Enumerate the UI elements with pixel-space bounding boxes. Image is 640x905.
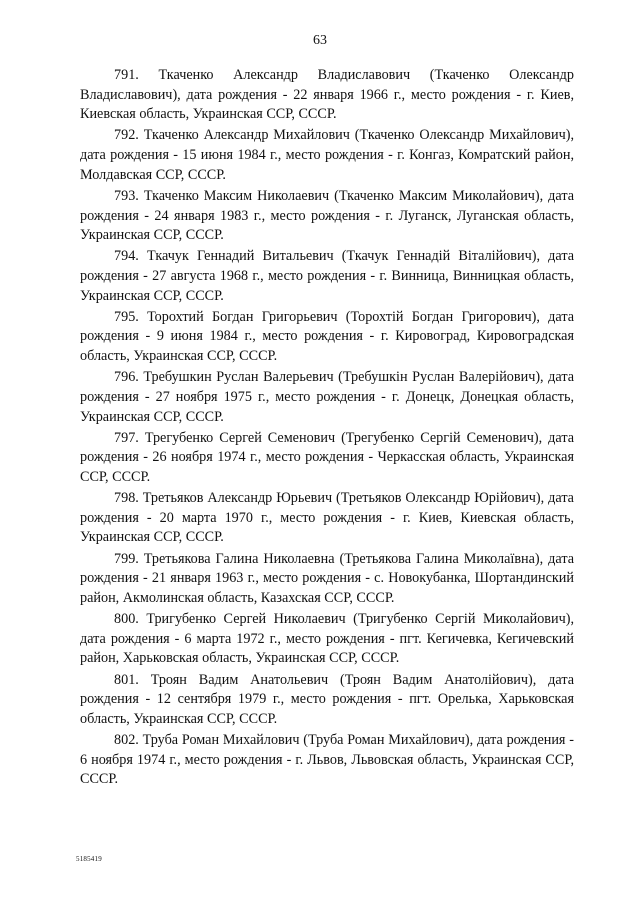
list-item: 799. Третьякова Галина Николаевна (Третьякова Галина Миколаївна), дата рождения - 21 января 1963 г., место рождения - с. Новокубанка, Шортандинский район, Акмолинская область, Казахская ССР, СССР. (80, 550, 574, 606)
list-item: 801. Троян Вадим Анатольевич (Троян Вадим Анатолійович), дата рождения - 12 сентября 1979 г., место рождения - пгт. Орелька, Харьковская область, Украинская ССР, СССР. (80, 671, 574, 727)
list-item: 793. Ткаченко Максим Николаевич (Ткаченко Максим Миколайович), дата рождения - 24 января 1983 г., место рождения - г. Луганск, Луганская область, Украинская ССР, СССР. (80, 187, 574, 244)
list-item: 798. Третьяков Александр Юрьевич (Третьяков Олександр Юрійович), дата рождения - 20 марта 1970 г., место рождения - г. Киев, Киевская область, Украинская ССР, СССР. (80, 490, 574, 546)
list-item: 792. Ткаченко Александр Михайлович (Ткаченко Олександр Михайлович), дата рождения - 15 июня 1984 г., место рождения - г. Конгаз, Комратский район, Молдавская ССР, СССР. (80, 127, 574, 183)
list-item: 800. Тригубенко Сергей Николаевич (Тригубенко Сергій Миколайович), дата рождения - 6 марта 1972 г., место рождения - пгт. Кегичевка, Кегичевский район, Харьковская область, Украинская ССР, СССР. (80, 611, 574, 667)
list-item: 797. Трегубенко Сергей Семенович (Трегубенко Сергій Семенович), дата рождения - 26 ноября 1974 г., место рождения - Черкасская область, Украинская ССР, СССР. (80, 429, 574, 485)
list-item: 795. Торохтий Богдан Григорьевич (Торохтій Богдан Григорович), дата рождения - 9 июня 1984 г., место рождения - г. Кировоград, Кировоградская область, Украинская ССР, СССР. (80, 308, 574, 365)
document-id: 5185419 (76, 855, 102, 863)
list-item: 796. Требушкин Руслан Валерьевич (Требушкін Руслан Валерійович), дата рождения - 27 ноября 1975 г., место рождения - г. Донецк, Донецкая область, Украинская ССР, СССР. (80, 369, 574, 425)
list-item: 802. Труба Роман Михайлович (Труба Роман Михайлович), дата рождения - 6 ноября 1974 г., место рождения - г. Львов, Львовская область, Украинская ССР, СССР. (80, 732, 574, 788)
list-item: 794. Ткачук Геннадий Витальевич (Ткачук Геннадій Віталійович), дата рождения - 27 августа 1968 г., место рождения - г. Винница, Винницкая область, Украинская ССР, СССР. (80, 248, 574, 304)
entries-list (80, 66, 574, 792)
list-item: 791. Ткаченко Александр Владиславович (Ткаченко Олександр Владиславович), дата рождения - 22 января 1966 г., место рождения - г. Киев, Киевская область, Украинская ССР, СССР. (80, 67, 574, 123)
page-number: 63 (313, 33, 327, 48)
